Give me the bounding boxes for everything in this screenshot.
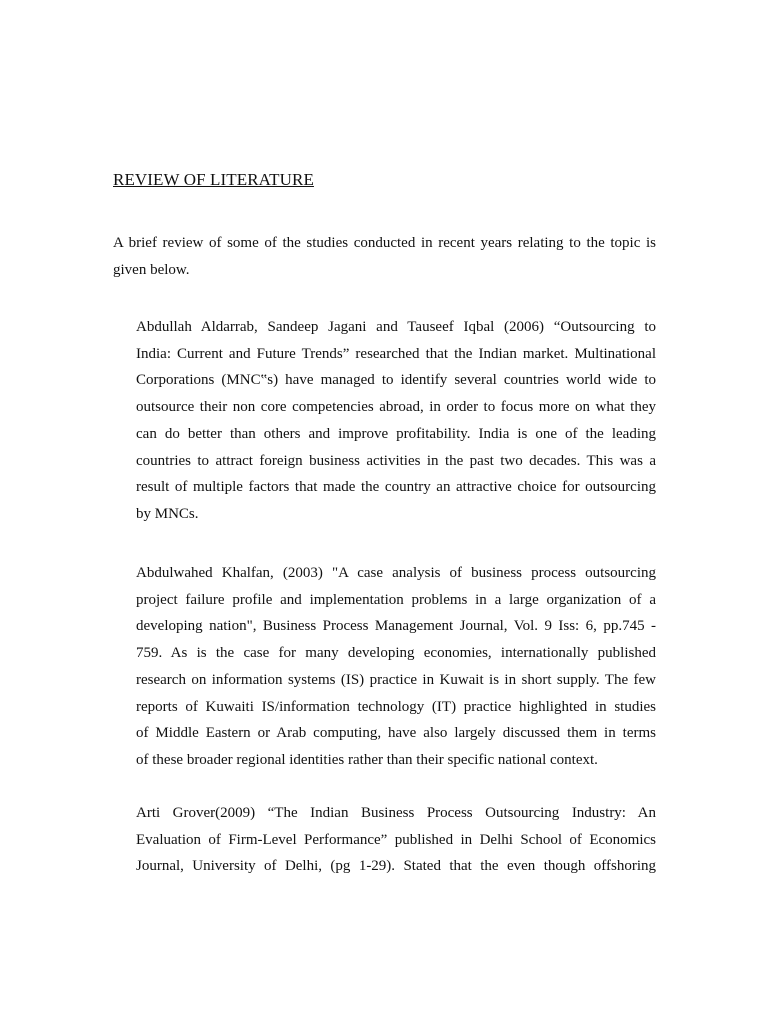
paragraph-line: Abdullah Aldarrab, Sandeep Jagani and Tauseef Iqbal (2006) “Outsourcing to <box>136 319 656 335</box>
paragraph-line: Corporations (MNC‟s) have managed to identify several countries world wide to <box>136 372 656 389</box>
paragraph-line: project failure profile and implementation problems in a large organization of a <box>136 591 656 608</box>
paragraph-line: India: Current and Future Trends” researched that the Indian market. Multinational <box>136 345 656 362</box>
paragraph-line: reports of Kuwaiti IS/information technology (IT) practice highlighted in studies <box>136 698 656 715</box>
intro-paragraph <box>113 230 656 284</box>
paragraph-line: Abdulwahed Khalfan, (2003) "A case analysis of business process outsourcing <box>136 565 656 581</box>
paragraph-line: countries to attract foreign business activities in the past two decades. This was a <box>136 452 656 469</box>
intro-line: A brief review of some of the studies conducted in recent years relating to the topic is <box>113 235 656 251</box>
paragraph-line: outsource their non core competencies abroad, in order to focus more on what they <box>136 399 656 416</box>
paragraph-line: result of multiple factors that made the country an attractive choice for outsourcing <box>136 479 656 496</box>
review-paragraph-grover <box>136 800 656 880</box>
paragraph-line: can do better than others and improve profitability. India is one of the leading <box>136 425 656 442</box>
paragraph-line: developing nation", Business Process Management Journal, Vol. 9 Iss: 6, pp.745 - <box>136 618 656 635</box>
paragraph-line: Evaluation of Firm-Level Performance” published in Delhi School of Economics <box>136 831 656 848</box>
paragraph-line: by MNCs. <box>136 505 199 522</box>
paragraph-line: of Middle Eastern or Arab computing, have also largely discussed them in terms <box>136 725 656 742</box>
paragraph-line: Arti Grover(2009) “The Indian Business Process Outsourcing Industry: An <box>136 805 656 821</box>
paragraph-line: research on information systems (IS) practice in Kuwait is in short supply. The few <box>136 671 656 688</box>
review-paragraph-khalfan <box>136 560 656 774</box>
review-paragraph-aldarrab <box>136 314 656 528</box>
intro-line: given below. <box>113 262 190 278</box>
paragraph-line: Journal, University of Delhi, (pg 1-29). Stated that the even though offshoring <box>136 858 656 875</box>
paragraph-line: 759. As is the case for many developing economies, internationally published <box>136 645 656 662</box>
section-heading: REVIEW OF LITERATURE <box>113 170 314 189</box>
paragraph-line: of these broader regional identities rather than their specific national context. <box>136 751 598 768</box>
